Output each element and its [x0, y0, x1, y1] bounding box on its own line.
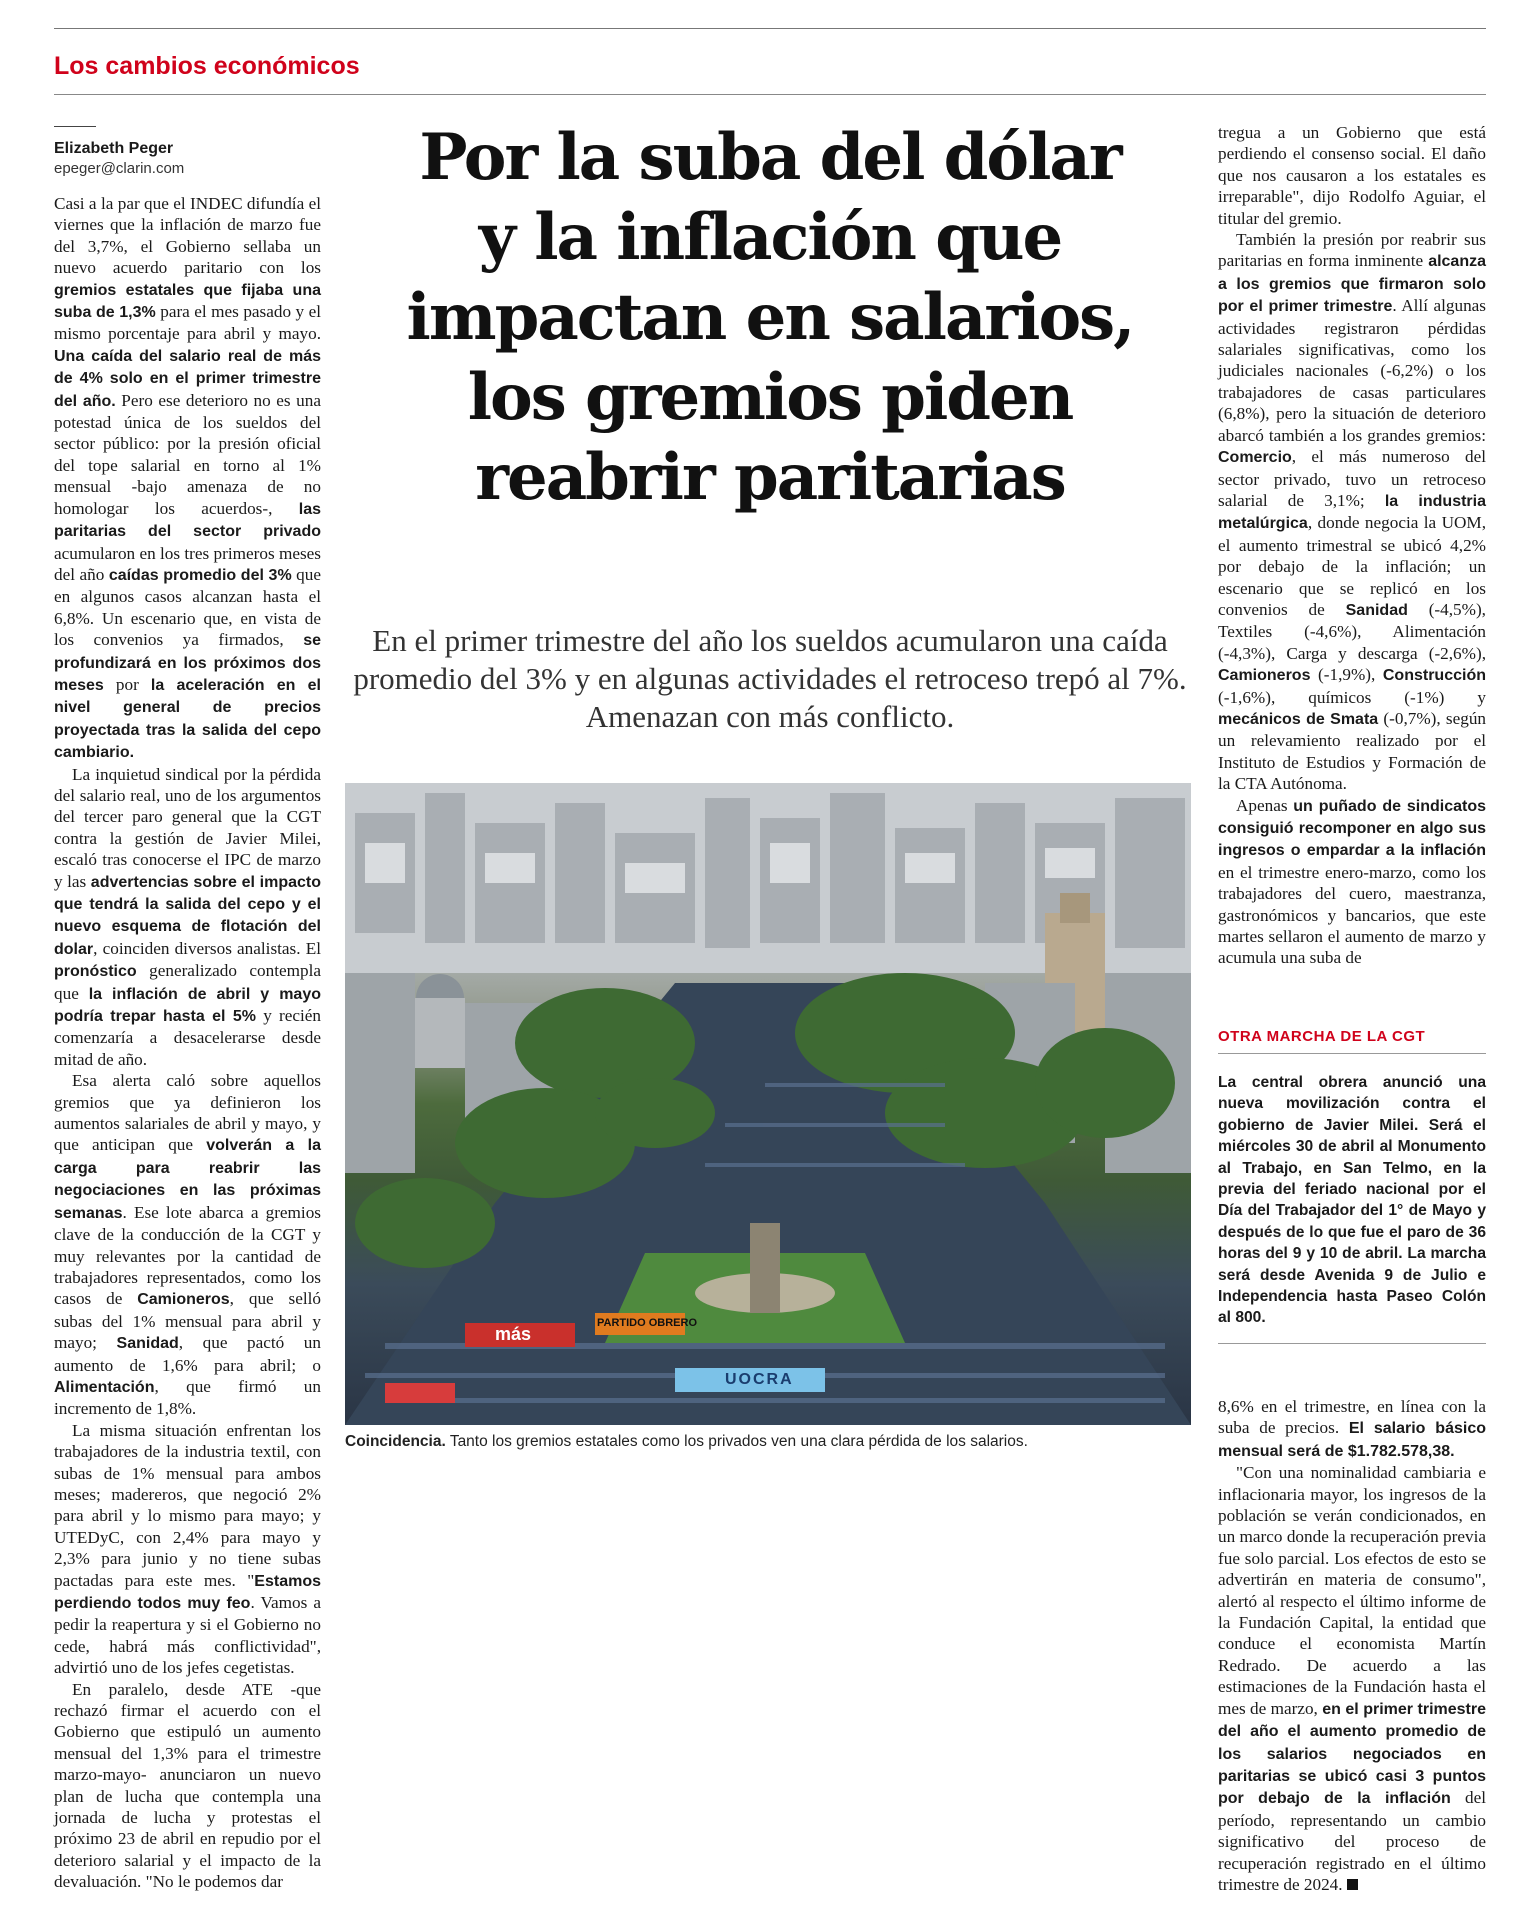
end-mark [1347, 1879, 1358, 1890]
right-column [1218, 122, 1486, 969]
sidebar-title: OTRA MARCHA DE LA CGT [1218, 1028, 1486, 1054]
author-email[interactable]: epeger@clarin.com [54, 160, 185, 177]
headline-line: impactan en salarios, [406, 280, 1134, 355]
headline-line: los gremios piden [467, 360, 1073, 435]
caption-lead: Coincidencia. [345, 1433, 446, 1450]
photo-illustration [345, 783, 1191, 1425]
section-rule [54, 94, 1486, 95]
headline [340, 118, 1200, 518]
headline-line: reabrir paritarias [475, 440, 1065, 515]
paragraph: La inquietud sindical por la pérdida del salario real, uno de los argumentos del tercer paro general que la CGT contra la gestión de Javier Milei, escaló tras conocerse el IPC de marzo y las advertencias sobre el impacto que tendrá la salida del cepo y el nuevo esquema de flotación del dolar, coinciden diversos analistas. El pronóstico generalizado contempla que la inflación de abril y mayo podría trepar hasta el 5% y recién comenzaría a desacelerarse desde mitad de año. [54, 764, 321, 1069]
sidebar-box [1218, 1028, 1486, 1344]
banner-partido-obrero: PARTIDO OBRERO [597, 1317, 698, 1329]
headline-line: y la inflación que [478, 200, 1062, 275]
banner-mas: más [495, 1324, 532, 1344]
sidebar-rule [1218, 1343, 1486, 1344]
headline-line: Por la suba del dólar [419, 120, 1121, 195]
sidebar-text: La central obrera anunció una nueva movilización contra el gobierno de Javier Milei. Será el miércoles 30 de abril al Monumento al Trabajo, en San Telmo, en la previa del feriado nacional por el Día del Trabajador del 1° de Mayo y después de lo que fue el paro de 36 horas del 9 y 10 de abril. La marcha será desde Avenida 9 de Julio e Independencia hasta Paseo Colón al 800. [1218, 1074, 1486, 1327]
author-name: Elizabeth Peger [54, 140, 174, 157]
paragraph: Casi a la par que el INDEC difundía el viernes que la inflación de marzo fue del 3,7%, el Gobierno sellaba un nuevo acuerdo paritario con los gremios estatales que fijaba una suba de 1,3% para el mes pasado y el mismo porcentaje para abril y mayo. Una caída del salario real de más de 4% solo en el primer trimestre del año. Pero ese deterioro no es una potestad única de los sueldos del sector público: por la presión oficial del tope salarial en torno al 1% mensual -bajo amenaza de no homologar los acuerdos-, las paritarias del sector privado acumularon en los tres primeros meses del año caídas promedio del 3% que en algunos casos alcanzan hasta el 6,8%. Un escenario que, en vista de los convenios ya firmados, se profundizará en los próximos dos meses por la aceleración en el nivel general de precios proyectada tras la salida del cepo cambiario. [54, 194, 322, 762]
protest-aerial-photo [345, 783, 1191, 1425]
paragraph: También la presión por reabrir sus paritarias en forma inminente alcanza a los gremios que firmaron solo por el primer trimestre. Allí algunas actividades registraron pérdidas salariales significativas, como los judiciales nacionales (-6,2%) o los trabajadores de casas particulares (6,8%), pero la situación de deterioro abarcó también a los grandes gremios: Comercio, el más numeroso del sector privado, tuvo un retroceso salarial de 3,1%; la industria metalúrgica, donde negocia la UOM, el aumento trimestral se ubicó 4,2% por debajo de la inflación; un escenario que se replicó en los convenios de Sanidad (-4,5%), Textiles (-4,6%), Alimentación (-4,3%), Carga y descarga (-2,6%), Camioneros (-1,9%), Construcción (-1,6%), químicos (-1%) y mecánicos de Smata (-0,7%), según un relevamiento realizado por el Instituto de Estudios y Formación de la CTA Autónoma. [1218, 230, 1487, 794]
paragraph: 8,6% en el trimestre, en línea con la suba de precios. El salario básico mensual será de $1.782.578,38. [1218, 1397, 1486, 1460]
deck: En el primer trimestre del año los sueldos acumularon una caída promedio del 3% y en algunas actividades el retroceso trepó al 7%. Amenazan con más conflicto. [353, 623, 1187, 734]
top-rule [54, 28, 1486, 29]
paragraph: En paralelo, desde ATE -que rechazó firmar el acuerdo con el Gobierno que estipuló un aumento mensual del 1,3% para el trimestre marzo-mayo- anunciaron un nuevo plan de lucha que contempla una jornada de lucha y protestas el próximo 23 de abril en repudio por el deterioro salarial y el impacto de la devaluación. "No le podemos dar [54, 1679, 321, 1892]
paragraph: Apenas un puñado de sindicatos consiguió recomponer en algo sus ingresos o empardar a la inflación en el trimestre enero-marzo, como los trabajadores del cuero, maestranza, gastronómicos y bancarios, que este martes sellaron el aumento de marzo y acumula una suba de [1218, 795, 1487, 968]
left-column [54, 126, 321, 1893]
caption-text: Tanto los gremios estatales como los privados ven una clara pérdida de los salarios. [449, 1433, 1028, 1450]
byline-rule [54, 126, 96, 127]
paragraph: "Con una nominalidad cambiaria e inflacionaria mayor, los ingresos de la población se verán condicionados, en un marco donde la recuperación previa fue solo parcial. Los efectos de esto se advertirán en materia de consumo", alertó al respecto el último informe de la Fundación Capital, la entidad que conduce el economista Martín Redrado. De acuerdo a las estimaciones de la Fundación hasta el mes de marzo, en el primer trimestre del año el aumento promedio de los salarios negociados en paritarias se ubicó casi 3 puntos por debajo de la inflación del período, representando un cambio significativo del proceso de recuperación registrado en el último trimestre de 2024. [1218, 1463, 1487, 1894]
photo-caption [345, 1432, 1191, 1452]
right-column-bottom [1218, 1396, 1486, 1895]
banner-uocra: UOCRA [725, 1371, 794, 1388]
paragraph: La misma situación enfrentan los trabajadores de la industria textil, con subas de 1% mensual para ambos meses; madereros, que negoció 2% para abril y lo mismo para mayo; y UTEDyC, con 2,4% para mayo y 2,3% para junio y no tiene subas pactadas para este mes. "Estamos perdiendo todos muy feo. Vamos a pedir la reapertura y si el Gobierno no cede, habrá más conflictividad", advirtió uno de los jefes cegetistas. [54, 1420, 321, 1678]
section-title: Los cambios económicos [54, 52, 360, 80]
paragraph: Esa alerta caló sobre aquellos gremios que ya definieron los aumentos salariales de abril y mayo, y que anticipan que volverán a la carga para reabrir las negociaciones en las próximas semanas. Ese lote abarca a gremios clave de la conducción de la CGT y muy relevantes por la cantidad de trabajadores representados, como los casos de Camioneros, que selló subas del 1% mensual para abril y mayo; Sanidad, que pactó un aumento de 1,6% para abril; o Alimentación, que firmó un incremento de 1,8%. [54, 1071, 321, 1419]
paragraph: tregua a un Gobierno que está perdiendo el consenso social. El daño que nos causaron a los estatales es irreparable", dijo Rodolfo Aguiar, el titular del gremio. [1218, 123, 1486, 228]
